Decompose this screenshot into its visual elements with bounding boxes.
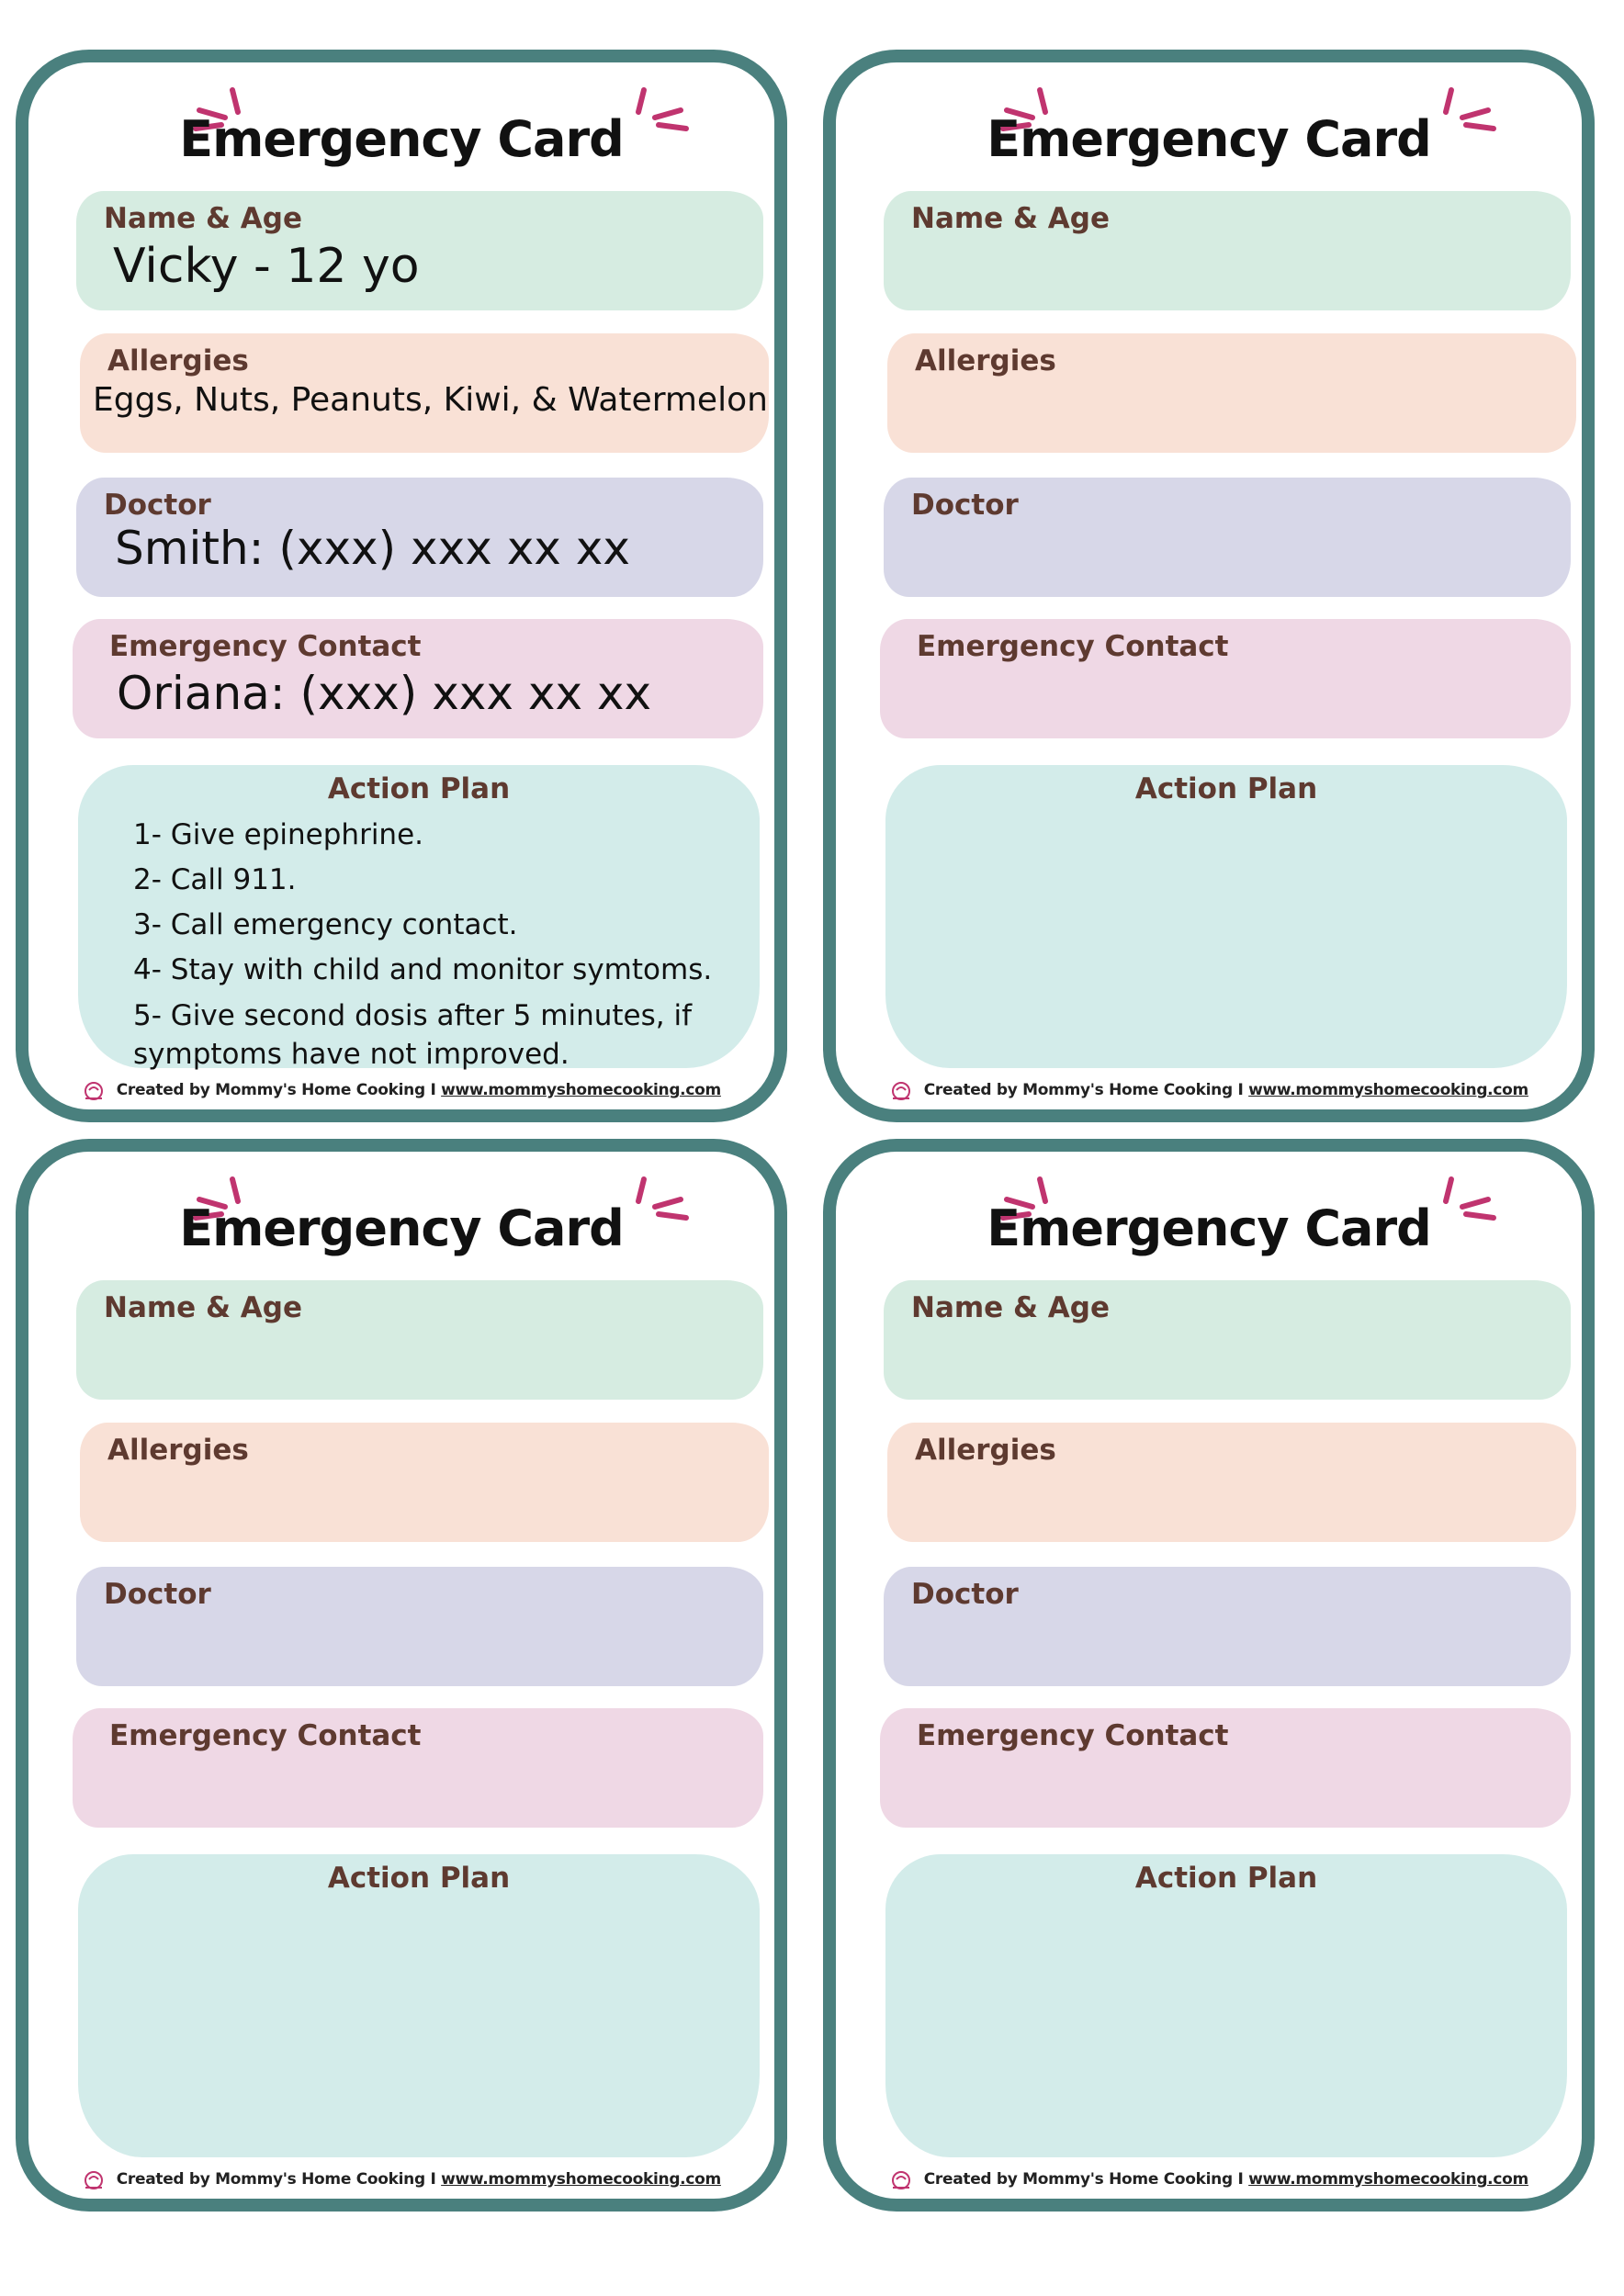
- card-title: Emergency Card: [179, 1199, 624, 1257]
- cooking-pot-logo-icon: [82, 2167, 106, 2191]
- emergency-contact-label: Emergency Contact: [917, 630, 1229, 663]
- doctor-field[interactable]: [884, 478, 1571, 597]
- emergency-contact-label: Emergency Contact: [917, 1719, 1229, 1752]
- action-plan-list: [133, 813, 721, 1074]
- emergency-card-1: [16, 50, 787, 1122]
- footer-link[interactable]: www.mommyshomecooking.com: [1248, 2170, 1528, 2189]
- card-footer: [28, 2167, 774, 2191]
- action-plan-field[interactable]: [885, 1854, 1567, 2157]
- doctor-value: Smith: (xxx) xxx xx xx: [115, 522, 630, 575]
- emergency-contact-field[interactable]: [880, 1708, 1571, 1828]
- doctor-label: Doctor: [911, 1578, 1019, 1611]
- action-plan-step: 2- Call 911.: [133, 863, 297, 896]
- doctor-label: Doctor: [104, 1578, 211, 1611]
- cooking-pot-logo-icon: [82, 1078, 106, 1102]
- allergies-field[interactable]: [80, 333, 769, 453]
- action-plan-field[interactable]: [885, 765, 1567, 1068]
- name-age-field[interactable]: [76, 1280, 763, 1400]
- action-plan-label: Action Plan: [327, 1862, 511, 1895]
- emergency-contact-label: Emergency Contact: [109, 630, 422, 663]
- emergency-contact-field[interactable]: [73, 619, 763, 738]
- footer-credit: Created by Mommy's Home Cooking I: [923, 2170, 1244, 2189]
- action-plan-step: 3- Call emergency contact.: [133, 908, 518, 941]
- allergies-label: Allergies: [915, 1434, 1056, 1467]
- footer-link[interactable]: www.mommyshomecooking.com: [441, 2170, 721, 2189]
- allergies-label: Allergies: [915, 344, 1056, 377]
- footer-credit: Created by Mommy's Home Cooking I: [923, 1081, 1244, 1099]
- name-age-label: Name & Age: [104, 1291, 303, 1324]
- footer-link[interactable]: www.mommyshomecooking.com: [1248, 1081, 1528, 1099]
- emergency-contact-field[interactable]: [73, 1708, 763, 1828]
- card-footer: [836, 1078, 1582, 1102]
- action-plan-step: 1- Give epinephrine.: [133, 818, 424, 851]
- name-age-label: Name & Age: [911, 1291, 1111, 1324]
- action-plan-label: Action Plan: [327, 772, 511, 805]
- card-title: Emergency Card: [179, 110, 624, 168]
- card-footer: [836, 2167, 1582, 2191]
- doctor-field[interactable]: [884, 1567, 1571, 1686]
- name-age-value: Vicky - 12 yo: [113, 239, 420, 294]
- emergency-contact-label: Emergency Contact: [109, 1719, 422, 1752]
- cooking-pot-logo-icon: [889, 2167, 913, 2191]
- action-plan-step: 4- Stay with child and monitor symtoms.: [133, 953, 713, 986]
- footer-link[interactable]: www.mommyshomecooking.com: [441, 1081, 721, 1099]
- emergency-card-4: [823, 1139, 1595, 2212]
- emergency-card-3: [16, 1139, 787, 2212]
- allergies-field[interactable]: [887, 333, 1576, 453]
- name-age-field[interactable]: [884, 1280, 1571, 1400]
- action-plan-field[interactable]: [78, 1854, 760, 2157]
- action-plan-label: Action Plan: [1134, 772, 1318, 805]
- doctor-field[interactable]: [76, 478, 763, 597]
- doctor-label: Doctor: [911, 489, 1019, 522]
- card-footer: [28, 1078, 774, 1102]
- card-title: Emergency Card: [987, 1199, 1431, 1257]
- allergies-field[interactable]: [887, 1423, 1576, 1542]
- doctor-field[interactable]: [76, 1567, 763, 1686]
- emergency-card-2: [823, 50, 1595, 1122]
- name-age-field[interactable]: [76, 191, 763, 310]
- doctor-label: Doctor: [104, 489, 211, 522]
- emergency-contact-field[interactable]: [880, 619, 1571, 738]
- footer-credit: Created by Mommy's Home Cooking I: [116, 2170, 436, 2189]
- allergies-value: Eggs, Nuts, Peanuts, Kiwi, & Watermelon: [93, 381, 768, 419]
- emergency-contact-value: Oriana: (xxx) xxx xx xx: [117, 667, 652, 720]
- name-age-field[interactable]: [884, 191, 1571, 310]
- allergies-label: Allergies: [107, 344, 249, 377]
- action-plan-label: Action Plan: [1134, 1862, 1318, 1895]
- allergies-field[interactable]: [80, 1423, 769, 1542]
- action-plan-step: 5- Give second dosis after 5 minutes, if symptoms have not improved.: [133, 999, 692, 1071]
- cooking-pot-logo-icon: [889, 1078, 913, 1102]
- name-age-label: Name & Age: [104, 202, 303, 235]
- card-title: Emergency Card: [987, 110, 1431, 168]
- action-plan-field[interactable]: [78, 765, 760, 1071]
- name-age-label: Name & Age: [911, 202, 1111, 235]
- footer-credit: Created by Mommy's Home Cooking I: [116, 1081, 436, 1099]
- allergies-label: Allergies: [107, 1434, 249, 1467]
